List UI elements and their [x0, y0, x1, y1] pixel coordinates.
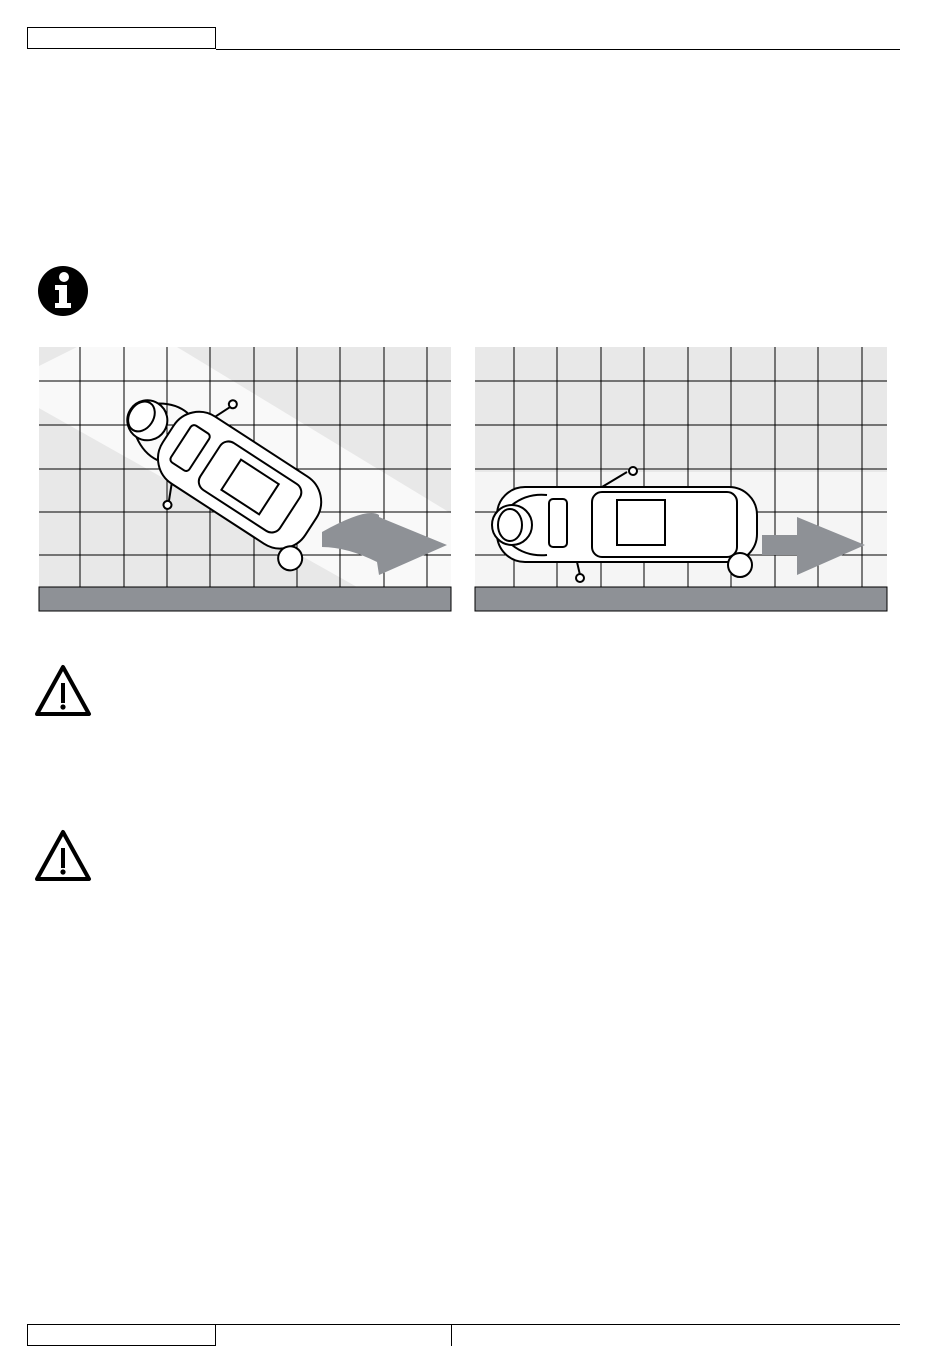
illustration [37, 347, 889, 613]
info-icon [37, 265, 89, 317]
warning-icon [34, 829, 92, 883]
warning-icon [34, 664, 92, 718]
footer-rule [216, 1324, 900, 1325]
footer-label-box [27, 1324, 216, 1346]
left-panel [37, 347, 457, 611]
header-label-box [27, 27, 216, 49]
footer-divider [451, 1324, 452, 1346]
right-panel [475, 347, 887, 611]
header-rule [216, 49, 900, 50]
